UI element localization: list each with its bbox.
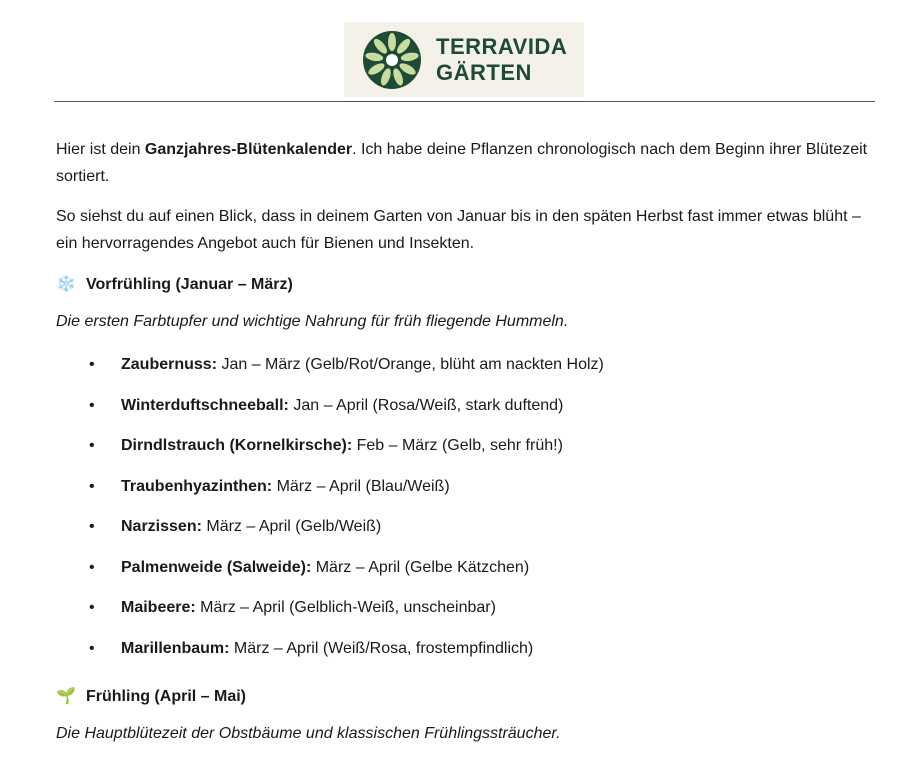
bullet: •	[89, 396, 95, 414]
intro-highlight: Ganzjahres-Blütenkalender	[144, 141, 353, 158]
brand-line-1: TERRAVIDA	[436, 33, 568, 59]
bullet: •	[89, 518, 95, 535]
list-item: • Marillenbaum: März – April (Weiß/Rosa, frostempfindlich)	[56, 629, 876, 670]
bullet: •	[89, 558, 95, 576]
divider	[54, 101, 875, 102]
seedling-icon: 🌱	[56, 688, 76, 705]
bullet: •	[89, 477, 95, 495]
list-item: • Palmenweide (Salweide): März – April (Gelbe Kätzchen)	[56, 548, 876, 589]
document-body	[56, 136, 876, 757]
plant-list	[56, 345, 876, 669]
section-subtitle: Die Hauptblütezeit der Obstbäume und klassischen Frühlingssträucher.	[56, 725, 561, 742]
section-title: Vorfrühling (Januar – März)	[86, 276, 293, 293]
bullet: •	[89, 437, 95, 454]
brand-line-2: GÄRTEN	[436, 59, 532, 85]
brand-wordmark	[436, 34, 567, 86]
intro-paragraph-1: Hier ist dein Ganzjahres-Blütenkalender. Ich habe deine Pflanzen chronologisch nach dem Beginn ihrer Blütezeit sortiert.	[56, 141, 868, 185]
intro-paragraph-2: So siehst du auf einen Blick, dass in deinem Garten von Januar bis in den späten Herbst fast immer etwas blüht – ein hervorragendes Angebot auch für Bienen und Insekten.	[56, 208, 861, 252]
bullet: •	[89, 599, 95, 616]
list-item: • Zaubernuss: Jan – März (Gelb/Rot/Orange, blüht am nackten Holz)	[56, 345, 876, 386]
list-item: • Dirndlstrauch (Kornelkirsche): Feb – März (Gelb, sehr früh!)	[56, 426, 876, 467]
list-item: • Narzissen: März – April (Gelb/Weiß)	[56, 507, 876, 548]
section-heading-vorfruehling	[56, 271, 876, 298]
section-subtitle: Die ersten Farbtupfer und wichtige Nahrung für früh fliegende Hummeln.	[56, 313, 569, 330]
bullet: •	[89, 356, 95, 373]
flower-logo-icon	[362, 30, 422, 90]
snowflake-icon: ❄️	[56, 276, 76, 293]
section-title: Frühling (April – Mai)	[86, 688, 246, 705]
list-item: • Maibeere: März – April (Gelblich-Weiß, unscheinbar)	[56, 588, 876, 629]
section-heading-fruehling	[56, 683, 876, 710]
bullet: •	[89, 639, 95, 657]
list-item: • Traubenhyazinthen: März – April (Blau/Weiß)	[56, 467, 876, 508]
list-item: • Winterduftschneeball: Jan – April (Rosa/Weiß, stark duftend)	[56, 386, 876, 427]
brand-logo	[344, 22, 584, 97]
